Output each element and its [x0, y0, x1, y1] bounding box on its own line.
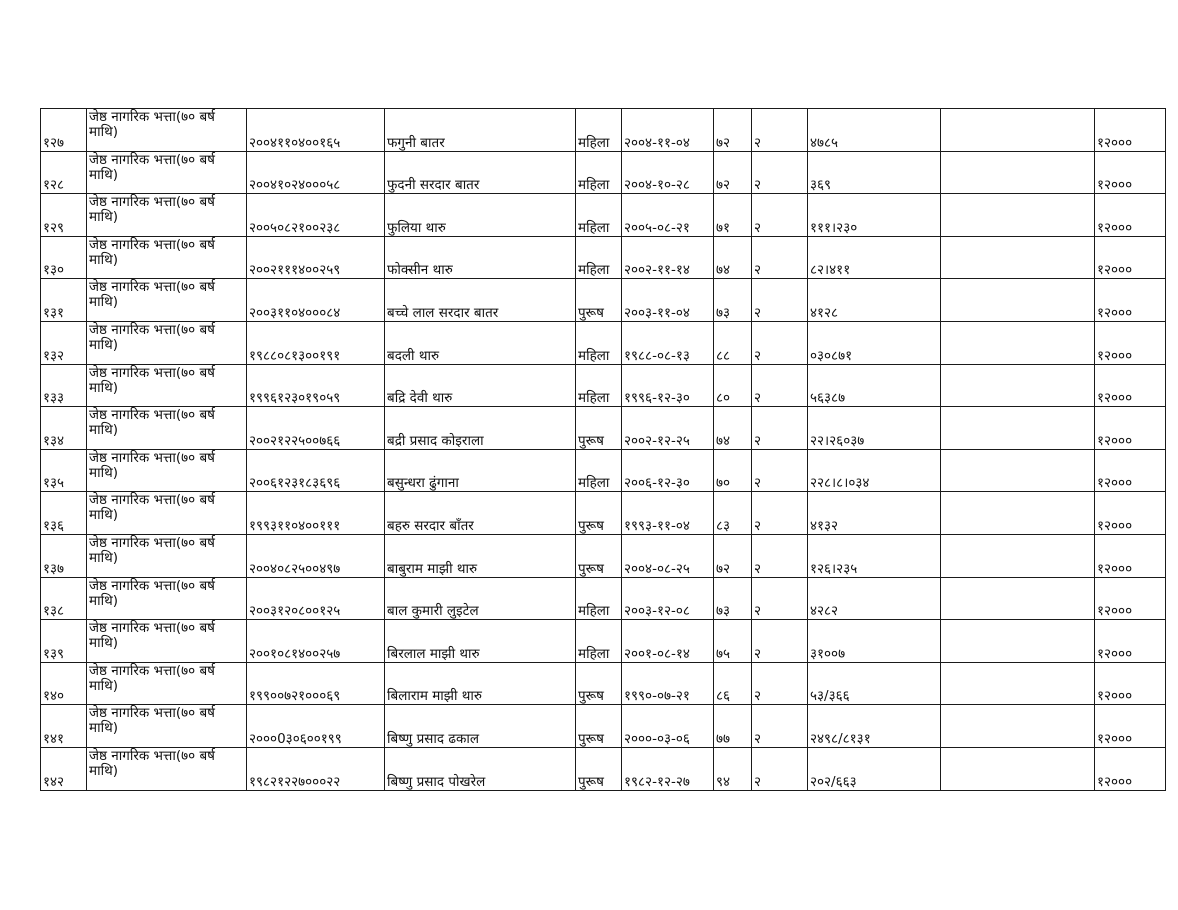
allowance-category-cell: जेष्ठ नागरिक भत्ता(७० बर्ष माथि) [87, 492, 247, 535]
empty-cell [941, 364, 1095, 407]
allowance-category-cell: जेष्ठ नागरिक भत्ता(७० बर्ष माथि) [87, 449, 247, 492]
empty-cell [941, 194, 1095, 237]
allowance-category-cell: जेष्ठ नागरिक भत्ता(७० बर्ष माथि) [87, 705, 247, 748]
record-id-cell: २००४११०४००१६५ [247, 109, 385, 152]
record-id-cell: २००६१२३१८३६९६ [247, 449, 385, 492]
gender-cell: महिला [576, 236, 622, 279]
ward-number-cell: ८२।४११ [808, 236, 941, 279]
allowance-category-cell: जेष्ठ नागरिक भत्ता(७० बर्ष माथि) [87, 407, 247, 450]
ward-number-cell: १२६।२३५ [808, 534, 941, 577]
table-row [41, 449, 1166, 492]
gender-cell: पुरूष [576, 662, 622, 705]
ward-number-cell: ०३०८७१ [808, 321, 941, 364]
serial-number-cell: १३० [41, 236, 87, 279]
age-cell: ७० [714, 449, 752, 492]
beneficiary-name-cell: बिष्णु प्रसाद पोखरेल [385, 747, 576, 790]
members-cell: २ [752, 449, 808, 492]
allowance-category-cell: जेष्ठ नागरिक भत्ता(७० बर्ष माथि) [87, 620, 247, 663]
serial-number-cell: १२९ [41, 194, 87, 237]
date-of-birth-cell: १९९०-०७-२१ [622, 662, 714, 705]
table-row [41, 279, 1166, 322]
amount-cell: १२००० [1095, 407, 1166, 450]
serial-number-cell: १४१ [41, 705, 87, 748]
empty-cell [941, 662, 1095, 705]
age-cell: ७३ [714, 577, 752, 620]
date-of-birth-cell: २००३-११-०४ [622, 279, 714, 322]
gender-cell: महिला [576, 321, 622, 364]
serial-number-cell: १३९ [41, 620, 87, 663]
empty-cell [941, 705, 1095, 748]
amount-cell: १२००० [1095, 321, 1166, 364]
empty-cell [941, 534, 1095, 577]
amount-cell: १२००० [1095, 364, 1166, 407]
record-id-cell: १९८८०८१३००१९१ [247, 321, 385, 364]
members-cell: २ [752, 534, 808, 577]
date-of-birth-cell: २००६-१२-३० [622, 449, 714, 492]
amount-cell: १२००० [1095, 492, 1166, 535]
amount-cell: १२००० [1095, 577, 1166, 620]
age-cell: ७२ [714, 534, 752, 577]
gender-cell: महिला [576, 449, 622, 492]
beneficiary-name-cell: बसुन्धरा ढुंगाना [385, 449, 576, 492]
table-row [41, 620, 1166, 663]
empty-cell [941, 236, 1095, 279]
ward-number-cell: २०२/६६३ [808, 747, 941, 790]
empty-cell [941, 151, 1095, 194]
table-row [41, 407, 1166, 450]
empty-cell [941, 449, 1095, 492]
date-of-birth-cell: २००२-१२-२५ [622, 407, 714, 450]
gender-cell: पुरूष [576, 747, 622, 790]
allowance-category-cell: जेष्ठ नागरिक भत्ता(७० बर्ष माथि) [87, 321, 247, 364]
allowance-category-cell: जेष्ठ नागरिक भत्ता(७० बर्ष माथि) [87, 151, 247, 194]
members-cell: २ [752, 321, 808, 364]
gender-cell: महिला [576, 577, 622, 620]
gender-cell: महिला [576, 109, 622, 152]
members-cell: २ [752, 194, 808, 237]
amount-cell: १२००० [1095, 534, 1166, 577]
ward-number-cell: ३६९ [808, 151, 941, 194]
amount-cell: १२००० [1095, 705, 1166, 748]
members-cell: २ [752, 279, 808, 322]
serial-number-cell: १३५ [41, 449, 87, 492]
ward-number-cell: ४१२८ [808, 279, 941, 322]
age-cell: ७२ [714, 109, 752, 152]
date-of-birth-cell: २००४-११-०४ [622, 109, 714, 152]
serial-number-cell: १३२ [41, 321, 87, 364]
beneficiary-name-cell: बिलाराम माझी थारु [385, 662, 576, 705]
beneficiary-name-cell: बद्री प्रसाद कोइराला [385, 407, 576, 450]
age-cell: ९४ [714, 747, 752, 790]
serial-number-cell: १२७ [41, 109, 87, 152]
members-cell: २ [752, 492, 808, 535]
empty-cell [941, 747, 1095, 790]
gender-cell: महिला [576, 364, 622, 407]
date-of-birth-cell: १९९३-११-०४ [622, 492, 714, 535]
ward-number-cell: ३१००७ [808, 620, 941, 663]
beneficiary-name-cell: बदली थारु [385, 321, 576, 364]
ward-number-cell: १११।२३० [808, 194, 941, 237]
members-cell: २ [752, 109, 808, 152]
beneficiary-name-cell: फुदनी सरदार बातर [385, 151, 576, 194]
beneficiary-name-cell: बहरु सरदार बाँतर [385, 492, 576, 535]
ward-number-cell: ५६३८७ [808, 364, 941, 407]
table-row [41, 364, 1166, 407]
members-cell: २ [752, 151, 808, 194]
age-cell: ८० [714, 364, 752, 407]
date-of-birth-cell: १९९६-१२-३० [622, 364, 714, 407]
serial-number-cell: १३६ [41, 492, 87, 535]
date-of-birth-cell: २००३-१२-०८ [622, 577, 714, 620]
empty-cell [941, 492, 1095, 535]
gender-cell: पुरूष [576, 534, 622, 577]
beneficiary-name-cell: फगुनी बातर [385, 109, 576, 152]
age-cell: ७१ [714, 194, 752, 237]
amount-cell: १२००० [1095, 620, 1166, 663]
members-cell: २ [752, 705, 808, 748]
age-cell: ८६ [714, 662, 752, 705]
serial-number-cell: १३८ [41, 577, 87, 620]
age-cell: ७२ [714, 151, 752, 194]
allowance-category-cell: जेष्ठ नागरिक भत्ता(७० बर्ष माथि) [87, 236, 247, 279]
date-of-birth-cell: १९८८-०८-१३ [622, 321, 714, 364]
record-id-cell: २००२१२२५००७६६ [247, 407, 385, 450]
ward-number-cell: ४२८२ [808, 577, 941, 620]
table-row [41, 194, 1166, 237]
date-of-birth-cell: २०००-०३-०६ [622, 705, 714, 748]
ward-number-cell: ५३/३६६ [808, 662, 941, 705]
ward-number-cell: २२।२६०३७ [808, 407, 941, 450]
empty-cell [941, 109, 1095, 152]
ward-number-cell: ४१३२ [808, 492, 941, 535]
members-cell: २ [752, 662, 808, 705]
table-row [41, 577, 1166, 620]
beneficiary-name-cell: फोक्सीन थारु [385, 236, 576, 279]
beneficiary-name-cell: बाबुराम माझी थारु [385, 534, 576, 577]
age-cell: ७७ [714, 705, 752, 748]
beneficiary-name-cell: बद्रि देवी थारु [385, 364, 576, 407]
table-row [41, 747, 1166, 790]
beneficiary-table [40, 108, 1166, 791]
date-of-birth-cell: २००५-०८-२१ [622, 194, 714, 237]
serial-number-cell: १३७ [41, 534, 87, 577]
table-row [41, 492, 1166, 535]
members-cell: २ [752, 236, 808, 279]
serial-number-cell: १३३ [41, 364, 87, 407]
ward-number-cell: २२८।८।०३४ [808, 449, 941, 492]
table-row [41, 151, 1166, 194]
record-id-cell: १९९००७२१०००६९ [247, 662, 385, 705]
amount-cell: १२००० [1095, 747, 1166, 790]
record-id-cell: २००२१११४००२५९ [247, 236, 385, 279]
empty-cell [941, 279, 1095, 322]
gender-cell: महिला [576, 620, 622, 663]
gender-cell: पुरूष [576, 407, 622, 450]
allowance-category-cell: जेष्ठ नागरिक भत्ता(७० बर्ष माथि) [87, 109, 247, 152]
allowance-category-cell: जेष्ठ नागरिक भत्ता(७० बर्ष माथि) [87, 534, 247, 577]
beneficiary-name-cell: बिरलाल माझी थारु [385, 620, 576, 663]
gender-cell: महिला [576, 194, 622, 237]
empty-cell [941, 620, 1095, 663]
amount-cell: १२००० [1095, 279, 1166, 322]
amount-cell: १२००० [1095, 449, 1166, 492]
allowance-category-cell: जेष्ठ नागरिक भत्ता(७० बर्ष माथि) [87, 747, 247, 790]
serial-number-cell: १४० [41, 662, 87, 705]
amount-cell: १२००० [1095, 236, 1166, 279]
age-cell: ८८ [714, 321, 752, 364]
allowance-category-cell: जेष्ठ नागरिक भत्ता(७० बर्ष माथि) [87, 662, 247, 705]
gender-cell: पुरूष [576, 492, 622, 535]
age-cell: ७४ [714, 236, 752, 279]
beneficiary-name-cell: बाल कुमारी लुइटेल [385, 577, 576, 620]
date-of-birth-cell: २००१-०८-१४ [622, 620, 714, 663]
members-cell: २ [752, 747, 808, 790]
record-id-cell: २००४०८२५००४९७ [247, 534, 385, 577]
table-row [41, 109, 1166, 152]
age-cell: ७४ [714, 407, 752, 450]
amount-cell: १२००० [1095, 109, 1166, 152]
beneficiary-name-cell: बच्चे लाल सरदार बातर [385, 279, 576, 322]
date-of-birth-cell: १९८२-१२-२७ [622, 747, 714, 790]
allowance-category-cell: जेष्ठ नागरिक भत्ता(७० बर्ष माथि) [87, 364, 247, 407]
members-cell: २ [752, 364, 808, 407]
members-cell: २ [752, 620, 808, 663]
record-id-cell: २००४१०२४०००५८ [247, 151, 385, 194]
table-row [41, 534, 1166, 577]
record-id-cell: १९८२१२२७०००२२ [247, 747, 385, 790]
gender-cell: पुरूष [576, 705, 622, 748]
date-of-birth-cell: २००२-११-१४ [622, 236, 714, 279]
empty-cell [941, 407, 1095, 450]
allowance-category-cell: जेष्ठ नागरिक भत्ता(७० बर्ष माथि) [87, 577, 247, 620]
empty-cell [941, 577, 1095, 620]
serial-number-cell: १३१ [41, 279, 87, 322]
record-id-cell: २००३११०४०००८४ [247, 279, 385, 322]
amount-cell: १२००० [1095, 194, 1166, 237]
table-row [41, 662, 1166, 705]
ward-number-cell: २४९८/८१३१ [808, 705, 941, 748]
record-id-cell: १९९६१२३०१९०५९ [247, 364, 385, 407]
age-cell: ७५ [714, 620, 752, 663]
ward-number-cell: ४७८५ [808, 109, 941, 152]
record-id-cell: २०००0३०६००१९९ [247, 705, 385, 748]
beneficiary-name-cell: बिष्णु प्रसाद ढकाल [385, 705, 576, 748]
beneficiary-name-cell: फुलिया थारु [385, 194, 576, 237]
table-row [41, 236, 1166, 279]
serial-number-cell: १२८ [41, 151, 87, 194]
record-id-cell: २००५०८२१००२३८ [247, 194, 385, 237]
date-of-birth-cell: २००४-०८-२५ [622, 534, 714, 577]
allowance-category-cell: जेष्ठ नागरिक भत्ता(७० बर्ष माथि) [87, 194, 247, 237]
allowance-category-cell: जेष्ठ नागरिक भत्ता(७० बर्ष माथि) [87, 279, 247, 322]
serial-number-cell: १४२ [41, 747, 87, 790]
date-of-birth-cell: २००४-१०-२८ [622, 151, 714, 194]
gender-cell: पुरूष [576, 279, 622, 322]
empty-cell [941, 321, 1095, 364]
amount-cell: १२००० [1095, 151, 1166, 194]
table-row [41, 705, 1166, 748]
record-id-cell: २००३१२०८००१२५ [247, 577, 385, 620]
members-cell: २ [752, 407, 808, 450]
gender-cell: महिला [576, 151, 622, 194]
table-row [41, 321, 1166, 364]
amount-cell: १२००० [1095, 662, 1166, 705]
serial-number-cell: १३४ [41, 407, 87, 450]
record-id-cell: १९९३११०४००१११ [247, 492, 385, 535]
age-cell: ७३ [714, 279, 752, 322]
age-cell: ८३ [714, 492, 752, 535]
record-id-cell: २००१०८१४००२५७ [247, 620, 385, 663]
members-cell: २ [752, 577, 808, 620]
